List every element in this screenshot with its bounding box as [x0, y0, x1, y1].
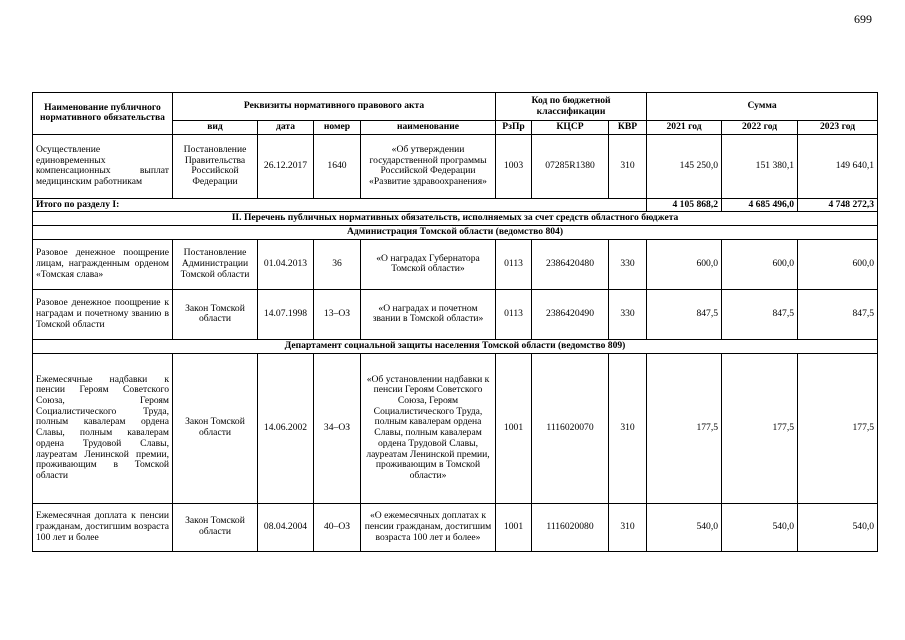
header-kcsr: КЦСР — [532, 121, 609, 135]
row-kvr: 330 — [609, 289, 647, 339]
header-requisites: Реквизиты нормативного правового акта — [173, 93, 496, 121]
header-budget-code: Код по бюджетной классификации — [496, 93, 647, 121]
row-kcsr: 2386420490 — [532, 289, 609, 339]
row-number: 34–ОЗ — [314, 353, 361, 503]
department-title: Администрация Томской области (ведомство 804) — [33, 226, 878, 240]
row-number: 40–ОЗ — [314, 503, 361, 551]
row-kcsr: 2386420480 — [532, 239, 609, 289]
section-title: II. Перечень публичных нормативных обязательств, исполняемых за счет средств областного бюджета — [33, 212, 878, 226]
table-row — [33, 289, 878, 339]
row-vid: Постановление Администрации Томской области — [173, 239, 258, 289]
header-kvr: КВР — [609, 121, 647, 135]
table-row — [33, 503, 878, 551]
table-row — [33, 134, 878, 198]
total-2021: 4 105 868,2 — [647, 198, 722, 212]
header-2021: 2021 год — [647, 121, 722, 135]
row-2021: 145 250,0 — [647, 134, 722, 198]
row-kcsr: 07285R1380 — [532, 134, 609, 198]
row-number: 13–ОЗ — [314, 289, 361, 339]
header-row-1 — [33, 93, 878, 121]
row-kcsr: 1116020070 — [532, 353, 609, 503]
row-vid: Закон Томской области — [173, 503, 258, 551]
header-title: наименование — [361, 121, 496, 135]
row-kvr: 310 — [609, 503, 647, 551]
total-row — [33, 198, 878, 212]
row-2022: 177,5 — [722, 353, 798, 503]
row-date: 14.07.1998 — [258, 289, 314, 339]
obligations-table — [32, 92, 878, 552]
row-2021: 177,5 — [647, 353, 722, 503]
row-name: Ежемесячные надбавки к пенсии Героям Советского Союза, Героям Социалистического Труда, полным кавалерам ордена Славы, полным кавалерам ордена Трудовой Славы, лауреатам Ленинской премии, проживающим в Томской области — [33, 353, 173, 503]
header-vid: вид — [173, 121, 258, 135]
row-2023: 847,5 — [798, 289, 878, 339]
row-title: «Об установлении надбавки к пенсии Героям Советского Союза, Героям Социалистического Труда, полным кавалерам ордена Славы, полным кавалерам ордена Трудовой Славы, лауреатам Ленинской премии, проживающим в Томской области» — [361, 353, 496, 503]
row-number: 1640 — [314, 134, 361, 198]
row-2023: 149 640,1 — [798, 134, 878, 198]
row-2023: 177,5 — [798, 353, 878, 503]
row-2021: 847,5 — [647, 289, 722, 339]
row-2023: 600,0 — [798, 239, 878, 289]
page-number: 699 — [854, 12, 872, 26]
total-label: Итого по разделу I: — [33, 198, 647, 212]
row-2022: 151 380,1 — [722, 134, 798, 198]
row-title: «О наградах и почетном звании в Томской области» — [361, 289, 496, 339]
row-date: 08.04.2004 — [258, 503, 314, 551]
total-2022: 4 685 496,0 — [722, 198, 798, 212]
header-date: дата — [258, 121, 314, 135]
row-rzpr: 0113 — [496, 289, 532, 339]
table-row — [33, 353, 878, 503]
header-2023: 2023 год — [798, 121, 878, 135]
row-title: «О наградах Губернатора Томской области» — [361, 239, 496, 289]
row-rzpr: 1003 — [496, 134, 532, 198]
row-vid: Закон Томской области — [173, 289, 258, 339]
row-date: 01.04.2013 — [258, 239, 314, 289]
department-row — [33, 339, 878, 353]
department-title: Департамент социальной защиты населения Томской области (ведомство 809) — [33, 339, 878, 353]
row-date: 14.06.2002 — [258, 353, 314, 503]
row-name: Ежемесячная доплата к пенсии гражданам, достигшим возраста 100 лет и более — [33, 503, 173, 551]
row-vid: Постановление Правительства Российской Федерации — [173, 134, 258, 198]
department-row — [33, 226, 878, 240]
total-2023: 4 748 272,3 — [798, 198, 878, 212]
section-row — [33, 212, 878, 226]
row-kvr: 310 — [609, 353, 647, 503]
row-rzpr: 1001 — [496, 503, 532, 551]
row-2021: 540,0 — [647, 503, 722, 551]
row-rzpr: 1001 — [496, 353, 532, 503]
row-name: Осуществление единовременных компенсационных выплат медицинским работникам — [33, 134, 173, 198]
row-title: «Об утверждении государственной программы Российской Федерации «Развитие здравоохранения» — [361, 134, 496, 198]
row-title: «О ежемесячных доплатах к пенсии гражданам, достигшим возраста 100 лет и более» — [361, 503, 496, 551]
row-kvr: 310 — [609, 134, 647, 198]
row-2022: 600,0 — [722, 239, 798, 289]
row-2023: 540,0 — [798, 503, 878, 551]
table-row — [33, 239, 878, 289]
row-kvr: 330 — [609, 239, 647, 289]
row-kcsr: 1116020080 — [532, 503, 609, 551]
row-vid: Закон Томской области — [173, 353, 258, 503]
row-number: 36 — [314, 239, 361, 289]
header-rzpr: РзПр — [496, 121, 532, 135]
header-name: Наименование публичного нормативного обязательства — [33, 93, 173, 135]
row-2022: 540,0 — [722, 503, 798, 551]
header-number: номер — [314, 121, 361, 135]
header-2022: 2022 год — [722, 121, 798, 135]
header-sum: Сумма — [647, 93, 878, 121]
row-name: Разовое денежное поощрение лицам, награжденным орденом «Томская слава» — [33, 239, 173, 289]
row-name: Разовое денежное поощрение к наградам и почетному званию в Томской области — [33, 289, 173, 339]
row-2022: 847,5 — [722, 289, 798, 339]
row-2021: 600,0 — [647, 239, 722, 289]
row-rzpr: 0113 — [496, 239, 532, 289]
row-date: 26.12.2017 — [258, 134, 314, 198]
